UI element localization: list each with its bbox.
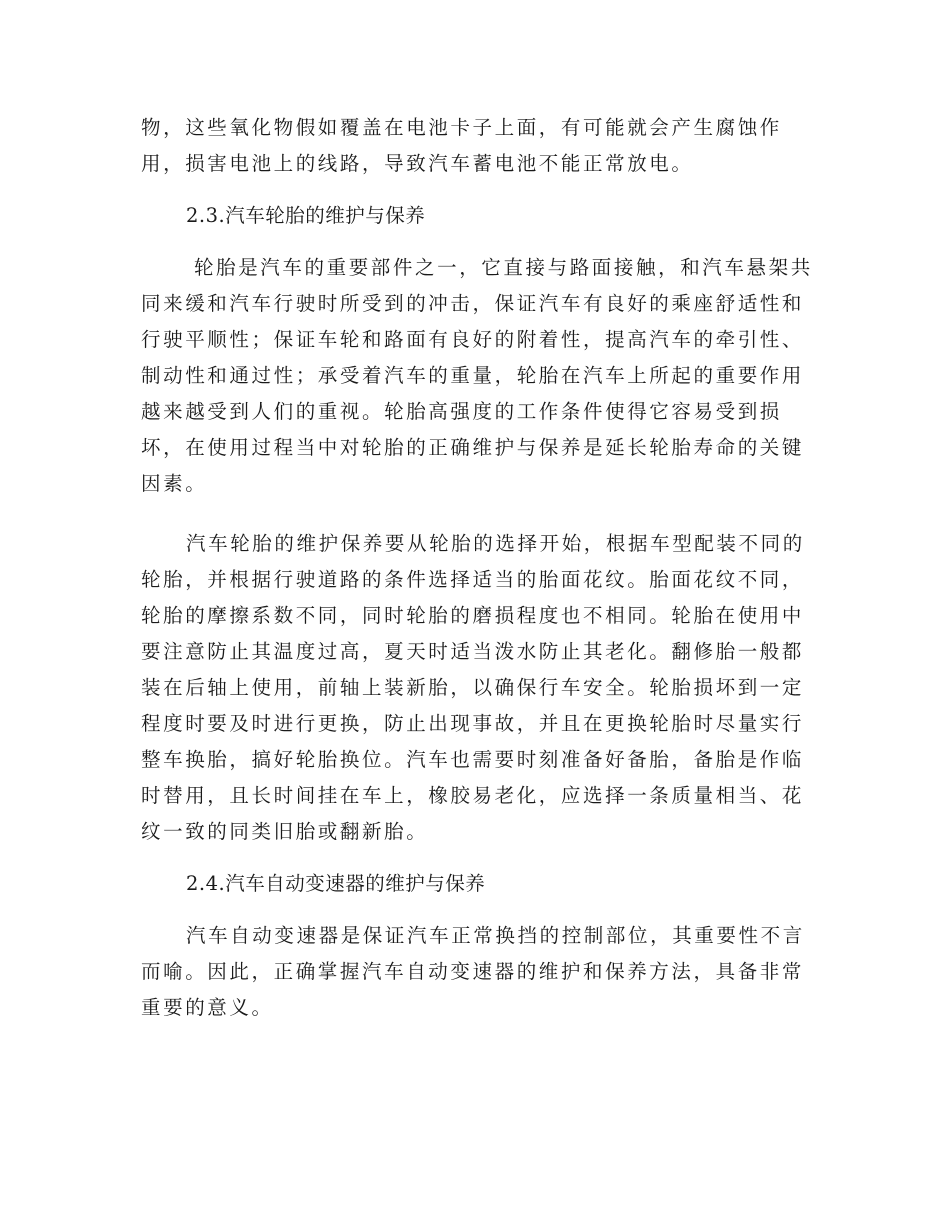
section-heading-2-3: 2.3.汽车轮胎的维护与保养 (186, 204, 426, 227)
paragraph-line: 程度时要及时进行更换，防止出现事故，并且在更换轮胎时尽量实行 (141, 712, 805, 735)
paragraph-line: 制动性和通过性；承受着汽车的重量，轮胎在汽车上所起的重要作用 (141, 364, 805, 387)
paragraph-line: 坏，在使用过程当中对轮胎的正确维护与保养是延长轮胎寿命的关键 (141, 436, 805, 459)
paragraph-line: 轮胎是汽车的重要部件之一，它直接与路面接触，和汽车悬架共 (194, 256, 813, 279)
paragraph-line: 装在后轴上使用，前轴上装新胎，以确保行车安全。轮胎损坏到一定 (141, 676, 805, 699)
paragraph-line: 用，损害电池上的线路，导致汽车蓄电池不能正常放电。 (141, 152, 694, 175)
paragraph-line: 因素。 (141, 472, 208, 495)
section-heading-2-4: 2.4.汽车自动变速器的维护与保养 (186, 872, 486, 895)
paragraph-line: 汽车自动变速器是保证汽车正常换挡的控制部位，其重要性不言 (186, 924, 805, 947)
paragraph-line: 要注意防止其温度过高，夏天时适当泼水防止其老化。翻修胎一般都 (141, 640, 805, 663)
paragraph-line: 重要的意义。 (141, 996, 274, 1019)
paragraph-line: 纹一致的同类旧胎或翻新胎。 (141, 820, 429, 843)
paragraph-line: 越来越受到人们的重视。轮胎高强度的工作条件使得它容易受到损 (141, 400, 782, 423)
paragraph-line: 整车换胎，搞好轮胎换位。汽车也需要时刻准备好备胎，备胎是作临 (141, 748, 805, 771)
paragraph-line: 同来缓和汽车行驶时所受到的冲击，保证汽车有良好的乘座舒适性和 (141, 292, 805, 315)
paragraph-line: 汽车轮胎的维护保养要从轮胎的选择开始，根据车型配装不同的 (186, 532, 805, 555)
paragraph-line: 物，这些氧化物假如覆盖在电池卡子上面，有可能就会产生腐蚀作 (141, 116, 782, 139)
paragraph-line: 行驶平顺性；保证车轮和路面有良好的附着性，提高汽车的牵引性、 (141, 328, 805, 351)
paragraph-line: 轮胎的摩擦系数不同，同时轮胎的磨损程度也不相同。轮胎在使用中 (141, 604, 805, 627)
paragraph-line: 时替用，且长时间挂在车上，橡胶易老化，应选择一条质量相当、花 (141, 784, 805, 807)
paragraph-line: 而喻。因此，正确掌握汽车自动变速器的维护和保养方法，具备非常 (141, 960, 805, 983)
paragraph-line: 轮胎，并根据行驶道路的条件选择适当的胎面花纹。胎面花纹不同， (141, 568, 805, 591)
